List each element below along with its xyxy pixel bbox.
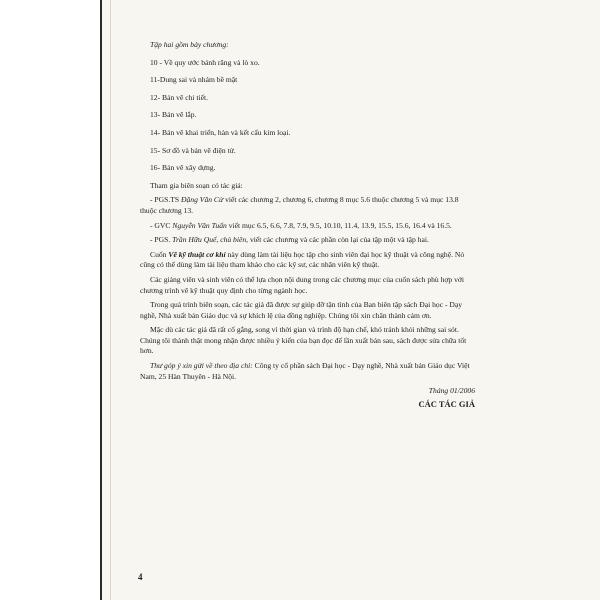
errors-paragraph: Mặc dù các tác giả đã rất cố gắng, song vì thời gian và trình độ hạn chế, khó tránh khỏi những sai sót. Chúng tôi thành thật mong nhận được nhiều ý kiến của bạn đọc để lần xuất bản sau, sách được sửa chữa tốt hơn. bbox=[140, 325, 467, 356]
page-margin-line bbox=[110, 0, 111, 600]
page-number: 4 bbox=[138, 572, 143, 582]
preface-signature: CÁC TÁC GIẢ bbox=[418, 398, 475, 409]
author-prefix: - PGS.TS bbox=[150, 195, 180, 205]
chapter-item: 16- Bản vẽ xây dựng. bbox=[150, 163, 216, 173]
author-name: Nguyễn Văn Tuấn bbox=[172, 220, 227, 230]
book-purpose-prefix: Cuốn bbox=[150, 249, 167, 259]
author-contribution: viết các chương và các phần còn lại của tập một và tập hai. bbox=[249, 235, 429, 245]
chapter-item: 10 - Về quy ước bánh răng và lò xo. bbox=[150, 57, 260, 67]
author-name: Đặng Văn Cừ bbox=[181, 195, 224, 205]
author-credit bbox=[140, 221, 475, 232]
book-purpose-text: này dùng làm tài liệu học tập cho sinh viên đại học kỹ thuật và công nghệ. Nó cũng có thể dùng làm tài liệu tham khảo cho các kỹ sư, các nhân viên kỹ thuật. bbox=[140, 249, 465, 270]
preface-content bbox=[140, 40, 475, 409]
book-spine bbox=[100, 0, 102, 600]
author-contribution: viết các chương 2, chương 6, chương 8 mục 5.6 thuộc chương 5 và mục 13.8 thuộc chương 13. bbox=[140, 195, 459, 215]
author-credit bbox=[140, 235, 475, 246]
contact-paragraph bbox=[140, 361, 475, 382]
chapter-item: 12- Bản vẽ chi tiết. bbox=[150, 92, 208, 102]
chapter-item: 15- Sơ đồ và bản vẽ điện tử. bbox=[150, 145, 236, 155]
chapter-item: 11-Dung sai và nhám bề mặt bbox=[150, 75, 238, 85]
preface-date: Tháng 01/2006 bbox=[428, 386, 475, 396]
chapter-item: 14- Bản vẽ khai triển, hàn và kết cấu kim loại. bbox=[150, 127, 291, 137]
teachers-paragraph: Các giảng viên và sinh viên có thể lựa chọn nội dung trong các chương mục của cuốn sách phù hợp với chương trình vẽ kỹ thuật quy định cho từng ngành học. bbox=[140, 274, 465, 295]
author-contribution: viết mục 6.5, 6.6, 7.8, 7.9, 9.5, 10.10, 11.4, 13.9, 15.5, 15.6, 16.4 và 16.5. bbox=[228, 220, 452, 230]
author-prefix: - GVC bbox=[150, 220, 171, 230]
thanks-paragraph: Trong quá trình biên soạn, các tác giả đã được sự giúp đỡ tận tình của Ban biên tập sách Đại học - Dạy nghề, Nhà xuất bản Giáo dục và sự khích lệ của đồng nghiệp. Chúng tôi xin chân thành cảm ơn. bbox=[140, 300, 463, 320]
intro-line: Tập hai gồm bảy chương: bbox=[150, 40, 229, 49]
author-name: Trần Hữu Quế, chủ biên, bbox=[172, 235, 249, 245]
chapter-list bbox=[140, 58, 475, 174]
book-purpose-paragraph bbox=[140, 250, 475, 271]
book-title: Vẽ kỹ thuật cơ khí bbox=[168, 249, 226, 259]
contact-lead: Thư góp ý xin gửi về theo địa chỉ: bbox=[150, 361, 253, 371]
author-prefix: - PGS. bbox=[150, 235, 171, 245]
chapter-item: 13- Bản vẽ lắp. bbox=[150, 110, 197, 120]
author-credit bbox=[140, 195, 475, 216]
contact-address: Công ty cổ phần sách Đại học - Dạy nghề, Nhà xuất bản Giáo dục Việt Nam, 25 Hàn Thuyên - Hà Nội. bbox=[140, 361, 470, 381]
authors-intro: Tham gia biên soạn có tác giả: bbox=[150, 180, 243, 190]
